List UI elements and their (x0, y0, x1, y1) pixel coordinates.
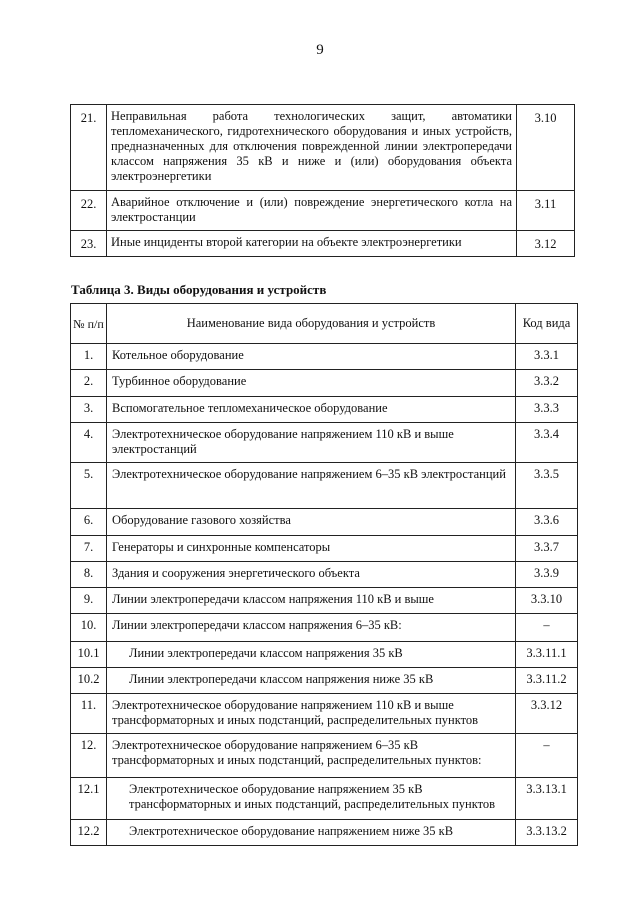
table-row (71, 191, 575, 231)
row-description: Аварийное отключение и (или) повреждение энергетического котла на электростанции (107, 191, 517, 231)
table-row (71, 344, 578, 370)
table-row (71, 588, 578, 614)
header-name: Наименование вида оборудования и устройств (107, 304, 516, 344)
table-row (71, 463, 578, 509)
row-code: 3.3.1 (516, 344, 578, 370)
row-code: 3.3.3 (516, 397, 578, 423)
row-name: Электротехническое оборудование напряжением 110 кВ и выше электростанций (107, 423, 516, 463)
row-number: 5. (71, 463, 107, 509)
row-number: 9. (71, 588, 107, 614)
row-code: 3.3.12 (516, 694, 578, 734)
row-number: 3. (71, 397, 107, 423)
row-name: Электротехническое оборудование напряжением 35 кВ трансформаторных и иных подстанций, распределительных пунктов (107, 778, 516, 820)
row-name: Линии электропередачи классом напряжения 35 кВ (107, 642, 516, 668)
row-code: 3.3.6 (516, 509, 578, 536)
row-code: 3.3.4 (516, 423, 578, 463)
row-code: 3.12 (517, 231, 575, 257)
row-name: Электротехническое оборудование напряжением 6–35 кВ электростанций (107, 463, 516, 509)
incidents-table (70, 104, 575, 257)
table-row (71, 694, 578, 734)
table-row (71, 423, 578, 463)
table-row (71, 734, 578, 778)
row-number: 12.1 (71, 778, 107, 820)
row-code: 3.3.10 (516, 588, 578, 614)
row-number: 21. (71, 105, 107, 191)
table-row (71, 642, 578, 668)
row-description: Неправильная работа технологических защит, автоматики тепломеханического, гидротехнического оборудования и иных устройств, предназначенных для отключения поврежденной линии электропередачи классом напряжения 35 кВ и ниже и (или) оборудования объекта электроэнергетики (107, 105, 517, 191)
row-name: Котельное оборудование (107, 344, 516, 370)
row-name: Электротехническое оборудование напряжением ниже 35 кВ (107, 820, 516, 846)
row-number: 1. (71, 344, 107, 370)
row-number: 8. (71, 562, 107, 588)
row-code: 3.3.5 (516, 463, 578, 509)
table-row (71, 231, 575, 257)
row-name: Вспомогательное тепломеханическое оборудование (107, 397, 516, 423)
row-number: 4. (71, 423, 107, 463)
page-number: 9 (316, 42, 324, 58)
row-number: 7. (71, 536, 107, 562)
row-code: – (516, 734, 578, 778)
header-number: № п/п (71, 304, 107, 344)
table-row (71, 778, 578, 820)
table-header-row (71, 304, 578, 344)
table-row (71, 820, 578, 846)
row-number: 22. (71, 191, 107, 231)
table-row (71, 536, 578, 562)
table-row (71, 397, 578, 423)
row-code: 3.3.11.2 (516, 668, 578, 694)
table-title: Таблица 3. Виды оборудования и устройств (71, 282, 327, 297)
row-code: 3.11 (517, 191, 575, 231)
table-row (71, 509, 578, 536)
row-number: 11. (71, 694, 107, 734)
row-code: 3.3.11.1 (516, 642, 578, 668)
table-row (71, 614, 578, 642)
row-name: Линии электропередачи классом напряжения ниже 35 кВ (107, 668, 516, 694)
row-code: 3.3.2 (516, 370, 578, 397)
row-code: 3.3.9 (516, 562, 578, 588)
row-number: 6. (71, 509, 107, 536)
row-name: Здания и сооружения энергетического объекта (107, 562, 516, 588)
row-code: 3.3.13.1 (516, 778, 578, 820)
row-name: Линии электропередачи классом напряжения 6–35 кВ: (107, 614, 516, 642)
row-number: 2. (71, 370, 107, 397)
table-row (71, 562, 578, 588)
row-name: Электротехническое оборудование напряжением 110 кВ и выше трансформаторных и иных подстанций, распределительных пунктов (107, 694, 516, 734)
row-number: 10.2 (71, 668, 107, 694)
row-number: 12.2 (71, 820, 107, 846)
table-row (71, 668, 578, 694)
row-code: – (516, 614, 578, 642)
row-code: 3.3.7 (516, 536, 578, 562)
table-row (71, 370, 578, 397)
row-name: Турбинное оборудование (107, 370, 516, 397)
row-name: Электротехническое оборудование напряжением 6–35 кВ трансформаторных и иных подстанций, распределительных пунктов: (107, 734, 516, 778)
row-code: 3.3.13.2 (516, 820, 578, 846)
row-name: Генераторы и синхронные компенсаторы (107, 536, 516, 562)
table-row (71, 105, 575, 191)
row-number: 12. (71, 734, 107, 778)
header-code: Код вида (516, 304, 578, 344)
row-number: 23. (71, 231, 107, 257)
row-description: Иные инциденты второй категории на объекте электроэнергетики (107, 231, 517, 257)
row-number: 10.1 (71, 642, 107, 668)
row-name: Линии электропередачи классом напряжения 110 кВ и выше (107, 588, 516, 614)
row-code: 3.10 (517, 105, 575, 191)
row-name: Оборудование газового хозяйства (107, 509, 516, 536)
equipment-types-table (70, 303, 578, 846)
row-number: 10. (71, 614, 107, 642)
